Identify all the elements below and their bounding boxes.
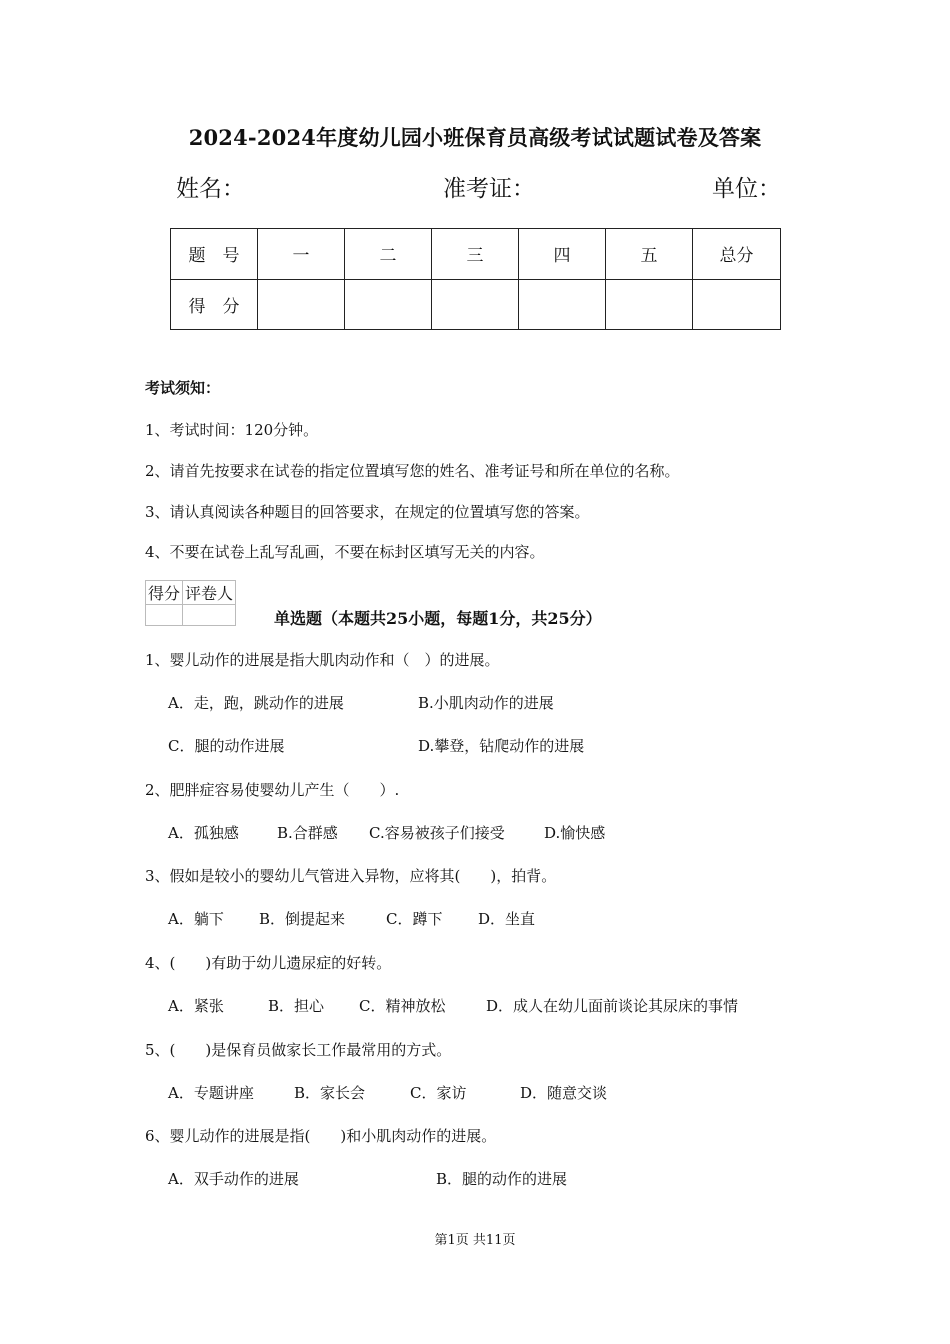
- question-option: A．孤独感: [168, 824, 239, 842]
- question-option: A．躺下: [168, 910, 224, 928]
- notice-item: 2、请首先按要求在试卷的指定位置填写您的姓名、准考证号和所在单位的名称。: [145, 462, 680, 480]
- score-cell: [432, 279, 519, 330]
- question-option: B.合群感: [277, 824, 338, 842]
- name-label: 姓名：: [176, 176, 245, 202]
- question-option: B．担心: [268, 997, 325, 1015]
- question-option: B.小肌肉动作的进展: [418, 694, 554, 712]
- question-option: D．坐直: [478, 910, 536, 928]
- score-header-cell: 总分: [693, 229, 781, 280]
- notice-item: 4、不要在试卷上乱写乱画，不要在标封区填写无关的内容。: [145, 543, 545, 561]
- grader-box: [145, 580, 236, 626]
- grader-score-cell: [146, 605, 183, 626]
- question-option: A．走，跑，跳动作的进展: [168, 694, 344, 712]
- question-option: C.容易被孩子们接受: [369, 824, 505, 842]
- question-option: D．成人在幼儿面前谈论其尿床的事情: [486, 997, 739, 1015]
- page-title: 2024-2024年度幼儿园小班保育员高级考试试题试卷及答案: [188, 125, 762, 150]
- grader-score-label: 得分: [146, 581, 183, 605]
- question-option: B．腿的动作的进展: [436, 1170, 568, 1188]
- score-header-cell: 三: [432, 229, 519, 280]
- score-cell: [258, 279, 345, 330]
- score-header-cell: 五: [606, 229, 693, 280]
- question-option: D．随意交谈: [520, 1084, 608, 1102]
- score-table: [170, 228, 781, 330]
- question-option: A．双手动作的进展: [168, 1170, 299, 1188]
- score-header-cell: 题 号: [171, 229, 258, 280]
- grader-name-cell: [183, 605, 236, 626]
- question-stem: 4、( )有助于幼儿遗尿症的好转。: [145, 954, 392, 972]
- page-footer: 第1页 共11页: [434, 1233, 516, 1248]
- score-cell: [606, 279, 693, 330]
- score-table-header-row: [171, 229, 781, 280]
- notice-item: 1、考试时间：120分钟。: [145, 421, 319, 439]
- question-option: B．家长会: [294, 1084, 366, 1102]
- question-option: C．蹲下: [386, 910, 443, 928]
- question-stem: 1、婴儿动作的进展是指大肌肉动作和（ ）的进展。: [145, 651, 500, 669]
- question-stem: 3、假如是较小的婴幼儿气管进入异物，应将其( )，拍背。: [145, 867, 557, 885]
- question-option: A．专题讲座: [168, 1084, 254, 1102]
- question-stem: 6、婴儿动作的进展是指( )和小肌肉动作的进展。: [145, 1127, 497, 1145]
- question-option: A．紧张: [168, 997, 224, 1015]
- score-cell: [693, 279, 781, 330]
- question-option: D.愉快感: [544, 824, 606, 842]
- score-header-cell: 一: [258, 229, 345, 280]
- question-option: C．精神放松: [359, 997, 446, 1015]
- grader-name-label: 评卷人: [183, 581, 236, 605]
- score-table-score-row: [171, 279, 781, 330]
- notice-item: 3、请认真阅读各种题目的回答要求，在规定的位置填写您的答案。: [145, 503, 590, 521]
- score-header-cell: 四: [519, 229, 606, 280]
- score-header-cell: 二: [345, 229, 432, 280]
- question-option: C．腿的动作进展: [168, 737, 285, 755]
- question-stem: 5、( )是保育员做家长工作最常用的方式。: [145, 1041, 452, 1059]
- score-cell: [345, 279, 432, 330]
- question-stem: 2、肥胖症容易使婴幼儿产生（ ）.: [145, 781, 400, 799]
- question-option: D.攀登，钻爬动作的进展: [418, 737, 585, 755]
- score-cell: [519, 279, 606, 330]
- question-option: C．家访: [410, 1084, 467, 1102]
- exam-id-label: 准考证：: [443, 176, 535, 202]
- notice-heading: 考试须知：: [145, 379, 221, 397]
- question-option: B．倒提起来: [259, 910, 346, 928]
- section-title: 单选题（本题共25小题，每题1分，共25分）: [274, 609, 602, 628]
- unit-label: 单位：: [712, 176, 781, 202]
- score-row-label: 得 分: [171, 279, 258, 330]
